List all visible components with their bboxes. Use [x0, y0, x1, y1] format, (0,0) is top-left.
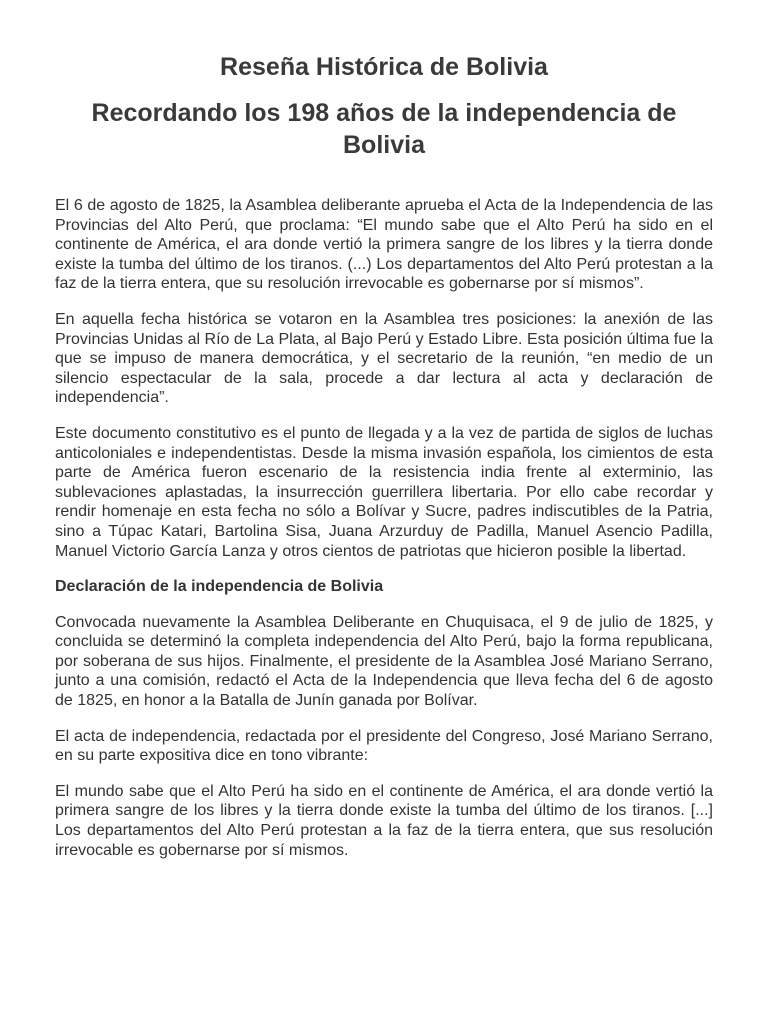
- section-heading-declaracion: Declaración de la independencia de Bolivia: [55, 578, 384, 596]
- document-subtitle: Recordando los 198 años de la independencia de Bolivia: [91, 99, 677, 159]
- paragraph-acta-independencia: El 6 de agosto de 1825, la Asamblea deliberante aprueba el Acta de la Independencia de las Provincias del Alto Perú, que proclama: “El mundo sabe que el Alto Perú ha sido en el continente de América, el ara donde vertió la primera sangre de los libres y la tierra donde existe la tumba del último de los tiranos. (...) Los departamentos del Alto Perú protestan a la faz de la tierra entera, que su resolución irrevocable es gobernarse por sí mismos”.: [55, 197, 713, 293]
- paragraph-cita-acta: El mundo sabe que el Alto Perú ha sido en el continente de América, el ara donde vertió la primera sangre de los libres y la tierra donde existe la tumba del último de los tiranos. [...] Los departamentos del Alto Perú protestan a la faz de la tierra entera, que sus resolución irrevocable es gobernarse por sí mismos.: [55, 782, 713, 859]
- paragraph-acta-serrano: El acta de independencia, redactada por el presidente del Congreso, José Mariano Serrano, en su parte expositiva dice en tono vibrante:: [55, 727, 713, 765]
- document-body: [55, 196, 713, 860]
- paragraph-asamblea-chuquisaca: Convocada nuevamente la Asamblea Deliberante en Chuquisaca, el 9 de julio de 1825, y concluida se determinó la completa independencia del Alto Perú, bajo la forma republicana, por soberana de sus hijos. Finalmente, el presidente de la Asamblea José Mariano Serrano, junto a una comisión, redactó el Acta de la Independencia que lleva fecha del 6 de agosto de 1825, en honor a la Batalla de Junín ganada por Bolívar.: [55, 613, 713, 710]
- paragraph-votacion-asamblea: En aquella fecha histórica se votaron en la Asamblea tres posiciones: la anexión de las Provincias Unidas al Río de La Plata, al Bajo Perú y Estado Libre. Esta posición última fue la que se impuso de manera democrática, y el secretario de la reunión, “en medio de un silencio espectacular de la sala, procede a dar lectura al acta y declaración de independencia”.: [55, 310, 713, 407]
- document-title: Reseña Histórica de Bolivia: [220, 53, 548, 81]
- paragraph-documento-constitutivo: Este documento constitutivo es el punto de llegada y a la vez de partida de siglos de luchas anticoloniales e independentistas. Desde la misma invasión española, los cimientos de esta parte de América fueron escenario de la resistencia india frente al exterminio, las sublevaciones aplastadas, la insurrección guerrillera libertaria. Por ello cabe recordar y rendir homenaje en esta fecha no sólo a Bolívar y Sucre, padres indiscutibles de la Patria, sino a Túpac Katari, Bartolina Sisa, Juana Arzurduy de Padilla, Manuel Asencio Padilla, Manuel Victorio García Lanza y otros cientos de patriotas que hicieron posible la libertad.: [55, 424, 713, 560]
